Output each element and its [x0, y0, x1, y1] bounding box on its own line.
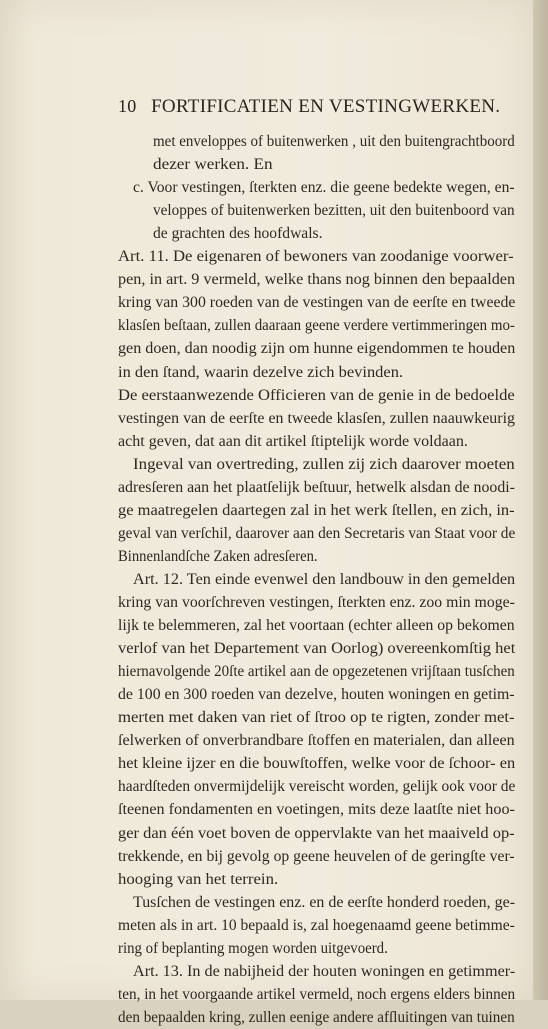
- text-line: ge maatregelen daartegen zal in het werk ſtellen, en zich, in-: [118, 501, 515, 519]
- text-line: veloppes of buitenwerken bezitten, uit den buitenboord van: [153, 202, 515, 220]
- text-line: Art. 13. In de nabijheid der houten woningen en getimmer-: [133, 962, 516, 980]
- text-line: meten als in art. 10 bepaald is, zal hoegenaamd geene betimme-: [118, 916, 515, 934]
- text-line: de 100 en 300 roeden van dezelve, houten woningen en getim-: [118, 686, 515, 704]
- running-title: FORTIFICATIEN EN VESTINGWERKEN.: [151, 96, 501, 117]
- text-line: adresſeren aan het plaatſelijk beſtuur, hetwelk alsdan de noodi-: [118, 478, 515, 496]
- text-line: lijk te belemmeren, zal het voortaan (echter alleen op bekomen: [118, 617, 515, 635]
- text-line: Art. 12. Ten einde evenwel den landbouw in den gemelden: [133, 570, 516, 588]
- text-line: Ingeval van overtreding, zullen zij zich daarover moeten: [133, 455, 515, 473]
- text-line: haardſteden onvermijdelijk vereischt worden, gelijk ook voor de: [118, 778, 516, 796]
- text-line: hiernavolgende 20ſte artikel aan de opgezetenen vrijſtaan tusſchen: [118, 663, 515, 681]
- text-line: Binnenlandſche Zaken adresſeren.: [118, 547, 318, 565]
- text-line: ſelwerken of onverbrandbare ſtoffen en materialen, dan alleen: [118, 732, 515, 750]
- text-line: merten met daken van riet of ſtroo op te rigten, zonder met-: [118, 709, 515, 727]
- text-line: Tusſchen de vestingen enz. en de eerſte honderd roeden, ge-: [133, 893, 516, 911]
- running-header: [118, 96, 538, 118]
- text-line: de grachten des hoofdwals.: [153, 225, 323, 243]
- text-line: ten, in het voorgaande artikel vermeld, noch ergens elders binnen: [118, 985, 516, 1003]
- text-line: in den ſtand, waarin dezelve zich bevinden.: [118, 363, 404, 381]
- text-line: ſteenen fondamenten en voetingen, mits deze laatſte niet hoo-: [118, 801, 515, 819]
- text-line: ring of beplanting mogen worden uitgevoerd.: [118, 939, 388, 957]
- text-line: acht geven, dat aan dit artikel ſtiptelijk worde voldaan.: [118, 432, 468, 450]
- text-line: met enveloppes of buitenwerken , uit den buitengrachtboord: [153, 133, 515, 150]
- text-line: dezer werken. En: [153, 156, 273, 174]
- page-edge: [533, 0, 548, 1000]
- page-number: 10: [118, 96, 137, 116]
- text-line: kring van 300 roeden van de vestingen van de eerſte en tweede: [118, 294, 516, 312]
- text-line: kring van voorſchreven vestingen, ſterkten enz. zoo min moge-: [118, 594, 515, 611]
- text-line: klasſen beſtaan, zullen daaraan geene verdere vertimmeringen mo-: [118, 317, 515, 335]
- text-line: Art. 11. De eigenaren of bewoners van zoodanige voorwer-: [118, 248, 514, 266]
- text-line: vestingen van de eerſte en tweede klasſen, zullen naauwkeurig: [118, 409, 515, 427]
- text-line: hooging van het terrein.: [118, 870, 279, 888]
- text-line: ger dan één voet boven de oppervlakte van het maaiveld op-: [118, 824, 515, 842]
- text-line: den bepaalden kring, zullen eenige andere afſluitingen van tuinen: [118, 1008, 515, 1026]
- text-line: geval van verſchil, daarover aan den Secretaris van Staat voor de: [118, 524, 516, 542]
- text-line: trekkende, en bij gevolg op geene heuvelen of de geringſte ver-: [118, 847, 515, 865]
- text-line: verlof van het Departement van Oorlog) overeenkomſtig het: [118, 640, 516, 658]
- text-line: c. Voor vestingen, ſterkten enz. die geene bedekte wegen, en-: [133, 179, 515, 197]
- text-line: gen doen, dan noodig zijn om hunne eigendommen te houden: [118, 340, 516, 358]
- text-line: pen, in art. 9 vermeld, welke thans nog binnen den bepaalden: [118, 271, 516, 289]
- text-line: het kleine ijzer en die bouwſtoffen, welke voor de ſchoor- en: [118, 755, 516, 773]
- text-line: De eerstaanwezende Officieren van de genie in de bedoelde: [118, 386, 515, 404]
